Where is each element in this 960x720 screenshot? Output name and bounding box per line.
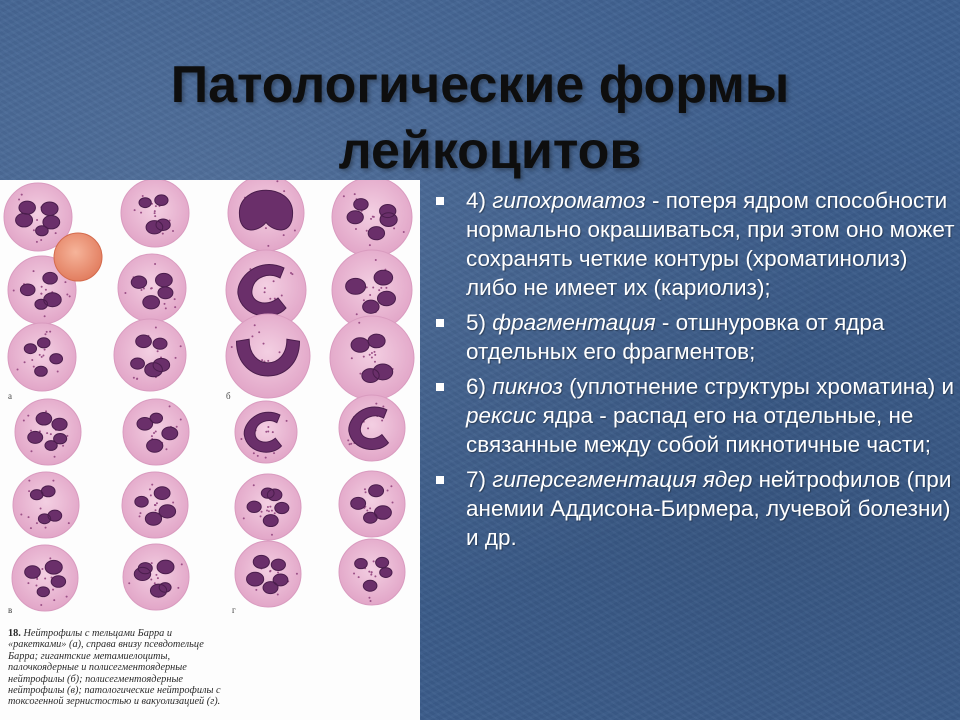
granule	[269, 298, 271, 300]
granule	[180, 419, 182, 421]
granule	[44, 333, 46, 335]
granule	[253, 484, 255, 486]
granule	[40, 508, 42, 510]
granule	[373, 216, 375, 218]
granule	[359, 373, 361, 375]
granule	[140, 212, 142, 214]
granule	[267, 430, 269, 432]
granule	[66, 294, 68, 296]
slide-title-line1: Патологические формы	[170, 56, 790, 114]
granule	[55, 232, 57, 234]
granule	[33, 366, 35, 368]
granule	[140, 289, 142, 291]
bullet-prefix: 5)	[466, 310, 493, 335]
granule	[370, 574, 372, 576]
granule	[155, 509, 157, 511]
bullet-item-hypersegmentation	[436, 465, 958, 552]
leukocyte-cell	[339, 471, 405, 537]
granule	[258, 331, 260, 333]
granule	[369, 507, 371, 509]
granule	[374, 361, 376, 363]
granule	[21, 194, 23, 196]
granule	[385, 287, 387, 289]
granule	[373, 560, 375, 562]
granule	[154, 212, 156, 214]
granule	[353, 573, 355, 575]
granule	[371, 357, 373, 359]
granule	[240, 438, 242, 440]
granule	[165, 448, 167, 450]
granule	[351, 357, 353, 359]
granule	[154, 263, 156, 265]
granule	[151, 562, 153, 564]
granule	[355, 228, 357, 230]
granule	[267, 506, 269, 508]
granule	[151, 435, 153, 437]
granule	[368, 597, 370, 599]
granule	[261, 511, 263, 513]
granule	[149, 488, 151, 490]
granule	[276, 180, 278, 182]
granule	[64, 281, 66, 283]
granule	[41, 286, 43, 288]
granule	[279, 351, 281, 353]
granule	[271, 534, 273, 536]
granule	[155, 574, 157, 576]
granule	[254, 324, 256, 326]
granule	[273, 280, 275, 282]
leukocyte-figure	[0, 180, 420, 720]
granule	[269, 570, 271, 572]
granule	[154, 504, 156, 506]
granule	[180, 345, 182, 347]
granule	[134, 209, 136, 211]
granule	[23, 420, 25, 422]
granule	[363, 356, 365, 358]
granule	[18, 198, 20, 200]
granule	[390, 485, 392, 487]
granule	[49, 331, 51, 333]
granule	[155, 430, 157, 432]
caption-number: 18.	[8, 628, 21, 639]
granule	[354, 193, 356, 195]
granule	[139, 515, 141, 517]
granule	[231, 346, 233, 348]
granule	[156, 502, 158, 504]
granule	[358, 322, 360, 324]
granule	[366, 230, 368, 232]
granule	[20, 514, 22, 516]
granule	[154, 215, 156, 217]
granule	[291, 273, 293, 275]
granule	[35, 585, 37, 587]
granule	[273, 452, 275, 454]
granule	[133, 377, 135, 379]
granule	[151, 484, 153, 486]
granule	[381, 420, 383, 422]
granule	[380, 287, 382, 289]
granule	[177, 587, 179, 589]
granule	[358, 576, 360, 578]
granule	[155, 326, 157, 328]
granule	[364, 488, 366, 490]
granule	[266, 510, 268, 512]
bullet-term: гипохроматоз	[492, 188, 646, 213]
bullet-prefix: 7)	[466, 467, 493, 492]
granule	[375, 259, 377, 261]
granule	[165, 307, 167, 309]
granule	[40, 293, 42, 295]
granule	[155, 205, 157, 207]
granule	[257, 455, 259, 457]
granule	[366, 510, 368, 512]
granule	[45, 289, 47, 291]
granule	[13, 290, 15, 292]
granule	[53, 599, 55, 601]
granule	[347, 439, 349, 441]
granule	[393, 227, 395, 229]
granule	[68, 522, 70, 524]
granule	[52, 480, 54, 482]
granule	[253, 452, 255, 454]
caption-text: Нейтрофилы с тельцами Барра и «ракетками» (а), справа внизу псевдотельце Барра; гигантские метамиелоциты, палочкоядерные и полисегментоядерные нейтрофилы (б); полисегментоядерные нейтрофилы (в); патологические нейтрофилы с токсогенной зернистостью и вакуолизацией (г).	[8, 628, 221, 708]
granule	[30, 527, 32, 529]
granule	[251, 335, 253, 337]
granule	[372, 286, 374, 288]
bullet-prefix: 4)	[466, 188, 493, 213]
granule	[36, 522, 38, 524]
granule	[154, 582, 156, 584]
granule	[378, 289, 380, 291]
bullet-mid: (уплотнение структуры хроматина) и	[562, 374, 955, 399]
granule	[42, 355, 44, 357]
granule	[176, 426, 178, 428]
granule	[264, 291, 266, 293]
granule	[157, 577, 159, 579]
granule	[343, 195, 345, 197]
slide-title	[0, 52, 960, 184]
granule	[30, 450, 32, 452]
granule	[154, 210, 156, 212]
granule	[255, 589, 257, 591]
granule	[150, 494, 152, 496]
granule	[150, 578, 152, 580]
granule	[373, 351, 375, 353]
granule	[181, 563, 183, 565]
granule	[387, 489, 389, 491]
granule	[260, 515, 262, 517]
granule	[403, 231, 405, 233]
granule	[175, 357, 177, 359]
granule	[44, 349, 46, 351]
granule	[46, 331, 48, 333]
granule	[174, 306, 176, 308]
granule	[269, 506, 271, 508]
granule	[41, 568, 43, 570]
granule	[164, 303, 166, 305]
granule	[174, 298, 176, 300]
granule	[294, 230, 296, 232]
granule	[363, 299, 365, 301]
granule	[243, 517, 245, 519]
slide-title-line2: лейкоцитов	[338, 122, 642, 180]
leukocyte-cell	[15, 399, 81, 465]
granule	[261, 359, 263, 361]
granule	[28, 490, 30, 492]
granule	[17, 368, 19, 370]
granule	[375, 403, 377, 405]
granule	[36, 219, 38, 221]
granule	[272, 431, 274, 433]
granule	[46, 432, 48, 434]
granule	[369, 244, 371, 246]
granule	[296, 573, 298, 575]
granule	[52, 589, 54, 591]
granule	[44, 578, 46, 580]
figure-label-v: в	[8, 605, 13, 615]
leukocyte-cell	[123, 544, 189, 610]
bullet-text: - отшнуровка от ядра отдельных его фрагментов;	[466, 310, 885, 364]
granule	[277, 593, 279, 595]
leukocyte-cell	[332, 180, 412, 257]
granule	[128, 582, 130, 584]
granule	[371, 352, 373, 354]
granule	[368, 571, 370, 573]
granule	[267, 360, 269, 362]
granule	[24, 361, 26, 363]
bullet-term: фрагментация	[492, 310, 656, 335]
granule	[30, 430, 32, 432]
granule	[66, 596, 68, 598]
granule	[139, 512, 141, 514]
figure-label-a: а	[8, 391, 12, 401]
granule	[265, 457, 267, 459]
granule	[365, 491, 367, 493]
granule	[283, 234, 285, 236]
granule	[41, 356, 43, 358]
granule	[28, 516, 30, 518]
granule	[142, 195, 144, 197]
granule	[44, 315, 46, 317]
red-blood-cell	[54, 233, 102, 281]
granule	[40, 239, 42, 241]
bullet-text: ядра - распад его на отдельные, не связанные между собой пикнотичные части;	[466, 403, 932, 457]
granule	[286, 420, 288, 422]
granule	[274, 512, 276, 514]
granule	[54, 456, 56, 458]
granule	[150, 287, 152, 289]
granule	[283, 190, 285, 192]
granule	[45, 527, 47, 529]
granule	[57, 371, 59, 373]
granule	[267, 245, 269, 247]
granule	[264, 287, 266, 289]
granule	[369, 354, 371, 356]
leukocyte-cell	[114, 319, 186, 391]
granule	[50, 433, 52, 435]
granule	[370, 600, 372, 602]
granule	[172, 230, 174, 232]
granule	[153, 432, 155, 434]
granule	[271, 510, 273, 512]
bullet-item-fragmentation	[436, 308, 958, 366]
granule	[169, 405, 171, 407]
bullet-term: гиперсегментация ядер	[492, 467, 753, 492]
granule	[69, 295, 71, 297]
figure-label-g: г	[232, 605, 236, 615]
granule	[370, 218, 372, 220]
granule	[356, 313, 358, 315]
granule	[263, 343, 265, 345]
granule	[40, 604, 42, 606]
bullet-text: нейтрофилов (при анемии Аддисона-Бирмера, лучевой болезни) и др.	[466, 467, 952, 550]
granule	[371, 571, 373, 573]
granule	[281, 295, 283, 297]
granule	[157, 350, 159, 352]
granule	[265, 431, 267, 433]
granule	[392, 501, 394, 503]
granule	[39, 354, 41, 356]
granule	[36, 241, 38, 243]
granule	[277, 571, 279, 573]
granule	[124, 292, 126, 294]
granule	[374, 575, 376, 577]
granule	[367, 427, 369, 429]
granule	[33, 229, 35, 231]
granule	[27, 582, 29, 584]
granule	[49, 557, 51, 559]
granule	[28, 480, 30, 482]
granule	[382, 406, 384, 408]
granule	[267, 426, 269, 428]
bullet-term: пикноз	[492, 374, 563, 399]
bullet-item-hypochromatosis	[436, 186, 958, 302]
granule	[31, 359, 33, 361]
granule	[62, 445, 64, 447]
figure-label-b: б	[226, 391, 231, 401]
granule	[162, 233, 164, 235]
leukocyte-cell	[235, 541, 301, 607]
granule	[349, 443, 351, 445]
granule	[33, 270, 35, 272]
bullet-prefix: 6)	[466, 374, 493, 399]
granule	[369, 294, 371, 296]
granule	[268, 510, 270, 512]
granule	[172, 502, 174, 504]
figure-caption	[8, 628, 230, 708]
bullet-list	[436, 186, 958, 558]
granule	[27, 415, 29, 417]
bullet-text: - потеря ядром способности нормально окрашиваться, при этом оно может сохранять четкие контуры (хроматинолиз) либо не имеет их (кариолиз);	[466, 188, 955, 300]
granule	[374, 354, 376, 356]
granule	[45, 410, 47, 412]
granule	[136, 378, 138, 380]
bullet-term2: рексис	[466, 403, 537, 428]
granule	[265, 227, 267, 229]
bullet-item-pyknosis	[436, 372, 958, 459]
